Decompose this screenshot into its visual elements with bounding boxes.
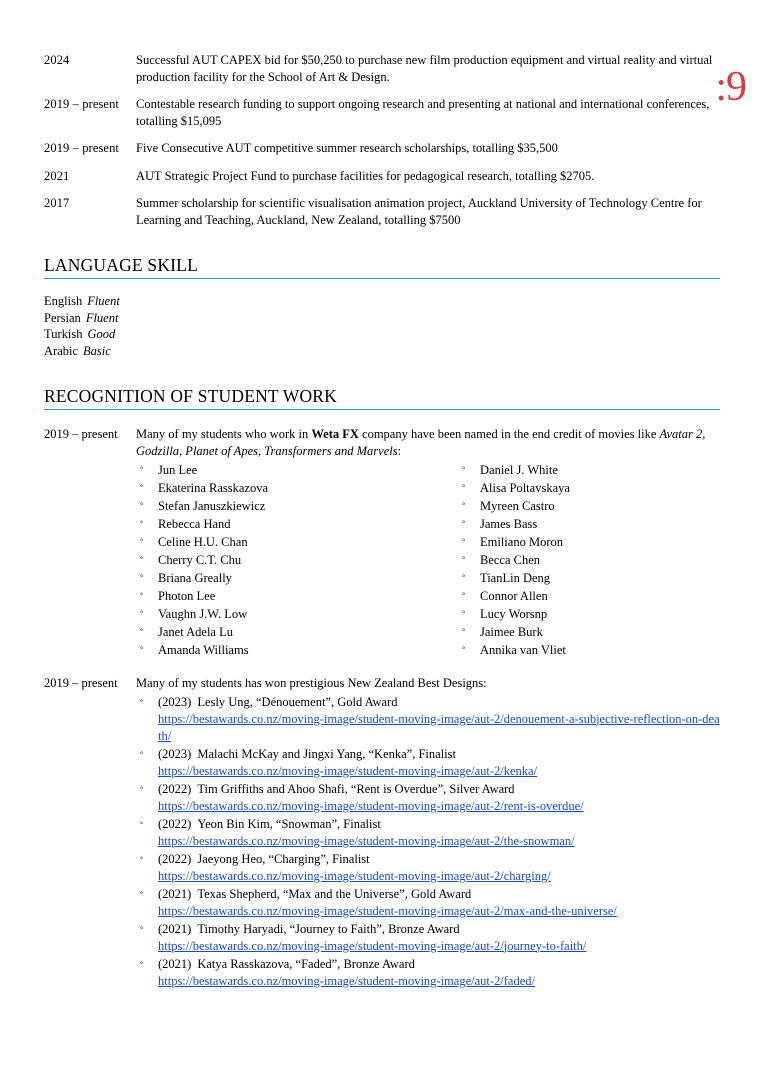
list-item <box>458 623 720 641</box>
language-row <box>44 326 720 343</box>
bullet-icon: ° <box>140 924 144 934</box>
award-entry <box>158 921 720 955</box>
language-level: Fluent <box>85 310 119 325</box>
bullet-icon: ° <box>462 609 466 618</box>
list-item <box>136 497 428 515</box>
award-year: (2022) <box>158 851 192 866</box>
bullet-icon: ° <box>140 501 144 510</box>
language-row <box>44 310 720 327</box>
lead-part-2: company have been named in the end credit of movies like <box>358 427 660 441</box>
award-link[interactable]: https://bestawards.co.nz/moving-image/student-moving-image/aut-2/denouement-a-subjective-reflection-on-death/ <box>158 711 720 743</box>
list-item <box>458 641 720 659</box>
award-year: (2023) <box>158 746 192 761</box>
student-name: Vaughn J.W. Low <box>158 607 248 621</box>
award-link[interactable]: https://bestawards.co.nz/moving-image/student-moving-image/aut-2/max-and-the-universe/ <box>158 903 617 918</box>
language-row <box>44 293 720 310</box>
student-name: Amanda Williams <box>158 643 249 657</box>
list-item <box>136 886 720 920</box>
award-description: Jaeyong Heo, “Charging”, Finalist <box>197 851 370 866</box>
award-link[interactable]: https://bestawards.co.nz/moving-image/student-moving-image/aut-2/faded/ <box>158 973 535 988</box>
bullet-icon: ° <box>140 645 144 654</box>
page-mark: :9 <box>715 64 746 110</box>
funding-entry <box>44 96 720 129</box>
document-content <box>44 52 720 991</box>
entry-year: 2019 – present <box>44 427 118 441</box>
lead-part-3: : <box>397 443 402 458</box>
language-level: Good <box>87 327 116 341</box>
bullet-icon: ° <box>140 819 144 829</box>
bullet-icon: ° <box>462 645 466 654</box>
list-item <box>136 623 428 641</box>
list-item <box>458 605 720 623</box>
list-item <box>136 816 720 850</box>
list-item <box>458 497 720 515</box>
award-link[interactable]: https://bestawards.co.nz/moving-image/student-moving-image/aut-2/journey-to-faith/ <box>158 938 587 953</box>
award-description: Yeon Bin Kim, “Snowman”, Finalist <box>197 816 381 831</box>
award-title <box>158 956 720 973</box>
award-title <box>158 746 720 763</box>
list-item <box>458 515 720 533</box>
award-year: (2021) <box>158 886 192 901</box>
student-name: TianLin Deng <box>480 571 551 585</box>
language-name: English <box>44 294 83 308</box>
award-entry <box>158 956 720 990</box>
student-name: Cherry C.T. Chu <box>158 553 242 567</box>
movie-titles: Avatar 2, Godzilla, Planet of Apes, Transformers and Marvels <box>136 427 706 458</box>
award-description: Katya Rasskazova, “Faded”, Bronze Award <box>197 956 415 971</box>
entry-body <box>136 675 720 991</box>
bullet-icon: ° <box>140 591 144 600</box>
recognition-entry-best-designs <box>44 675 720 991</box>
student-name: Emiliano Moron <box>480 535 563 549</box>
bullet-icon: ° <box>462 501 466 510</box>
entry-year: 2024 <box>44 53 70 67</box>
list-item <box>136 551 428 569</box>
list-item <box>136 479 428 497</box>
bullet-icon: ° <box>140 697 144 707</box>
weta-lead-text <box>136 426 720 459</box>
student-name: Jun Lee <box>158 463 198 477</box>
list-item <box>458 551 720 569</box>
funding-entry <box>44 140 720 157</box>
award-title <box>158 921 720 938</box>
student-name: James Bass <box>480 517 538 531</box>
list-item <box>136 533 428 551</box>
student-name: Janet Adela Lu <box>158 625 233 639</box>
award-list <box>136 694 720 990</box>
bullet-icon: ° <box>140 749 144 759</box>
student-name: Rebecca Hand <box>158 517 231 531</box>
award-entry <box>158 781 720 815</box>
bullet-icon: ° <box>462 555 466 564</box>
recognition-entry-weta <box>44 426 720 659</box>
section-heading-language: LANGUAGE SKILL <box>44 254 720 279</box>
list-item <box>136 605 428 623</box>
language-level: Fluent <box>87 294 120 308</box>
student-name: Myreen Castro <box>480 499 555 513</box>
award-year: (2021) <box>158 921 192 936</box>
student-name-column-left <box>136 461 428 659</box>
bullet-icon: ° <box>140 854 144 864</box>
bullet-icon: ° <box>140 519 144 528</box>
award-title <box>158 781 720 798</box>
student-name: Becca Chen <box>480 553 541 567</box>
language-name: Persian <box>44 310 81 325</box>
student-name: Celine H.U. Chan <box>158 535 248 549</box>
list-item <box>136 921 720 955</box>
student-name: Alisa Poltavskaya <box>480 481 570 495</box>
bullet-icon: ° <box>462 537 466 546</box>
best-designs-lead-text: Many of my students has won prestigious New Zealand Best Designs: <box>136 676 487 690</box>
bullet-icon: ° <box>140 573 144 582</box>
entry-body <box>136 426 720 659</box>
award-link[interactable]: https://bestawards.co.nz/moving-image/student-moving-image/aut-2/the-snowman/ <box>158 833 575 848</box>
award-entry <box>158 851 720 885</box>
entry-description: Summer scholarship for scientific visualisation animation project, Auckland University of Technology Centre for Learning and Teaching, Auckland, New Zealand, totalling $7500 <box>136 196 702 227</box>
list-item <box>136 781 720 815</box>
award-year: (2021) <box>158 956 192 971</box>
award-description: Lesly Ung, “Dénouement”, Gold Award <box>197 694 398 709</box>
entry-year: 2017 <box>44 196 70 210</box>
list-item <box>136 569 428 587</box>
award-title <box>158 886 720 903</box>
list-item <box>136 461 428 479</box>
bullet-icon: ° <box>462 483 466 492</box>
bullet-icon: ° <box>140 627 144 636</box>
award-description: Timothy Haryadi, “Journey to Faith”, Bronze Award <box>197 921 460 936</box>
list-item <box>136 851 720 885</box>
entry-description: Contestable research funding to support ongoing research and presenting at national and international conferences, totalling $15,095 <box>136 97 710 128</box>
language-row <box>44 343 720 360</box>
language-section <box>44 254 720 359</box>
student-name: Jaimee Burk <box>480 625 543 639</box>
list-item <box>136 956 720 990</box>
award-title <box>158 816 720 833</box>
entry-year: 2019 – present <box>44 141 119 155</box>
funding-entry <box>44 168 720 185</box>
award-description: Tim Griffiths and Ahoo Shafi, “Rent is Overdue”, Silver Award <box>197 781 515 796</box>
funding-entry <box>44 195 720 228</box>
entry-description: Successful AUT CAPEX bid for $50,250 to purchase new film production equipment and virtual reality and virtual production facility for the School of Art & Design. <box>136 53 713 84</box>
recognition-section <box>44 385 720 991</box>
list-item <box>458 569 720 587</box>
bullet-icon: ° <box>140 537 144 546</box>
award-link[interactable]: https://bestawards.co.nz/moving-image/student-moving-image/aut-2/kenka/ <box>158 763 538 778</box>
bullet-icon: ° <box>140 555 144 564</box>
student-name-columns <box>136 461 720 659</box>
bullet-icon: ° <box>462 627 466 636</box>
bullet-icon: ° <box>462 519 466 528</box>
list-item <box>136 694 720 745</box>
student-name: Lucy Worsnp <box>480 607 548 621</box>
list-item <box>136 515 428 533</box>
language-name: Turkish <box>44 327 83 341</box>
list-item <box>458 587 720 605</box>
bullet-icon: ° <box>140 609 144 618</box>
list-item <box>136 587 428 605</box>
lead-part-1: Many of my students who work in <box>136 427 312 441</box>
bullet-icon: ° <box>462 573 466 582</box>
funding-entries <box>44 52 720 228</box>
list-item <box>458 461 720 479</box>
award-entry <box>158 886 720 920</box>
award-title <box>158 694 720 711</box>
award-title <box>158 851 720 868</box>
bullet-icon: ° <box>140 889 144 899</box>
bullet-icon: ° <box>462 591 466 600</box>
list-item <box>136 641 428 659</box>
funding-entry <box>44 52 720 85</box>
list-item <box>136 746 720 780</box>
list-item <box>458 479 720 497</box>
entry-description: AUT Strategic Project Fund to purchase facilities for pedagogical research, totalling $2705. <box>136 168 595 183</box>
bullet-icon: ° <box>140 465 144 474</box>
language-name: Arabic <box>44 343 79 358</box>
award-entry <box>158 816 720 850</box>
student-name-column-right <box>428 461 720 659</box>
bullet-icon: ° <box>140 483 144 492</box>
language-level: Basic <box>83 343 111 358</box>
entry-year: 2019 – present <box>44 97 119 111</box>
bullet-icon: ° <box>462 465 466 474</box>
student-name: Connor Allen <box>480 589 548 603</box>
award-link[interactable]: https://bestawards.co.nz/moving-image/student-moving-image/aut-2/charging/ <box>158 868 551 883</box>
entry-year: 2019 – present <box>44 676 118 690</box>
award-entry <box>158 694 720 745</box>
award-year: (2022) <box>158 781 192 796</box>
student-name: Annika van Vliet <box>480 643 566 657</box>
company-name: Weta FX <box>311 427 359 441</box>
student-name: Briana Greally <box>158 571 232 585</box>
award-year: (2023) <box>158 694 192 709</box>
section-heading-recognition: RECOGNITION OF STUDENT WORK <box>44 385 720 410</box>
award-description: Texas Shepherd, “Max and the Universe”, Gold Award <box>197 886 472 901</box>
entry-description: Five Consecutive AUT competitive summer research scholarships, totalling $35,500 <box>136 141 558 155</box>
award-entry <box>158 746 720 780</box>
language-list <box>44 293 720 359</box>
student-name: Stefan Januszkiewicz <box>158 499 266 513</box>
student-name: Daniel J. White <box>480 463 558 477</box>
list-item <box>458 533 720 551</box>
award-description: Malachi McKay and Jingxi Yang, “Kenka”, Finalist <box>197 746 456 761</box>
entry-year: 2021 <box>44 168 70 183</box>
student-name: Ekaterina Rasskazova <box>158 481 269 495</box>
bullet-icon: ° <box>140 959 144 969</box>
award-year: (2022) <box>158 816 192 831</box>
student-name: Photon Lee <box>158 589 216 603</box>
bullet-icon: ° <box>140 784 144 794</box>
award-link[interactable]: https://bestawards.co.nz/moving-image/student-moving-image/aut-2/rent-is-overdue/ <box>158 798 584 813</box>
